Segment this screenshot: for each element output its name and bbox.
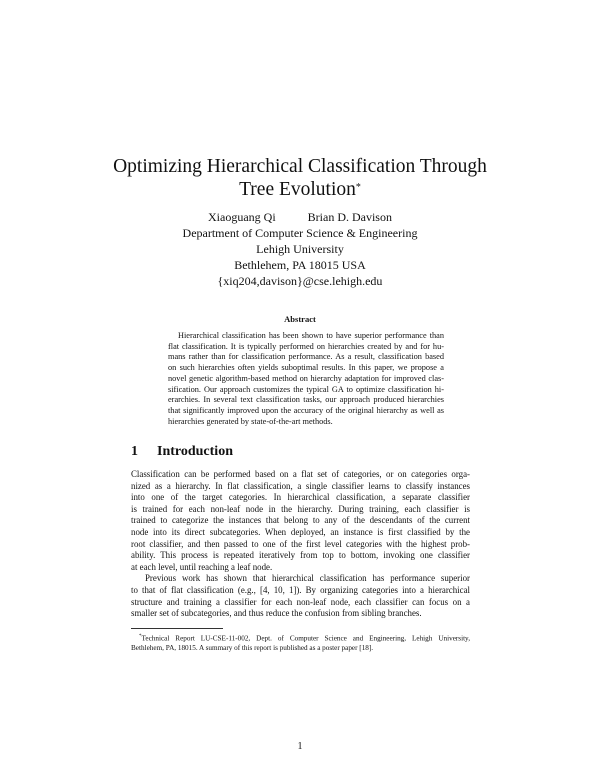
paragraph-line: Previous work has shown that hierarchical classification has performance superior xyxy=(145,573,470,584)
author-university: Lehigh University xyxy=(256,242,344,256)
footnote-line-text: Technical Report LU-CSE-11-002, Dept. of Computer Science and Engineering, Lehigh University, xyxy=(141,634,470,643)
abstract-line: sification. Our approach customizes the typical GA to optimize classification hi- xyxy=(168,384,444,394)
title-line-2 xyxy=(0,178,600,201)
paragraph-line: root classifier, and then passed to one of the first level categories with the highest prob- xyxy=(131,538,470,549)
section-number: 1 xyxy=(131,444,138,459)
author-email: {xiq204,davison}@cse.lehigh.edu xyxy=(217,274,383,288)
title-footnote-marker: * xyxy=(355,182,361,193)
paragraph-line: is trained for each non-leaf node in the hierarchy. During training, each classifier is xyxy=(131,503,470,514)
paragraph-line: structure and training a classifier for each non-leaf node, each classifier can focus on a xyxy=(131,596,470,607)
footnote xyxy=(131,632,470,653)
abstract-line: mans rather than for classification performance. As a result, classification based xyxy=(168,352,444,362)
paragraph-line: at each level, until reaching a leaf node. xyxy=(131,561,273,572)
abstract-line: that significantly improved upon the accuracy of the original hierarchy as well as xyxy=(168,405,444,415)
footnote-rule xyxy=(131,628,223,629)
paper-title xyxy=(0,155,600,201)
section-title: Introduction xyxy=(157,444,233,459)
paragraph-line: smaller set of subcategories, and thus reduce the confusion from sibling branches. xyxy=(131,608,422,619)
paragraph-line: trained to categorize the instances that belong to any of the descendants of the current xyxy=(131,515,470,526)
author-department: Department of Computer Science & Engineering xyxy=(182,226,418,240)
footnote-line xyxy=(131,632,470,644)
page-number: 1 xyxy=(297,741,303,752)
author-1: Xiaoguang Qi xyxy=(208,210,276,224)
paragraph-line: to that of flat classification (e.g., [4, 10, 1]). By organizing categories into a hierarchical xyxy=(131,584,470,595)
introduction-body xyxy=(131,469,470,620)
abstract-line: erarchies. In several text classification tasks, our approach produced hierarchies xyxy=(168,395,444,405)
author-2: Brian D. Davison xyxy=(307,210,392,224)
footnote-marker: * xyxy=(139,634,142,639)
abstract-line: novel genetic algorithm-based method on hierarchy adaptation for improved clas- xyxy=(168,373,444,383)
author-location: Bethlehem, PA 18015 USA xyxy=(234,258,366,272)
title-line-1: Optimizing Hierarchical Classification Through xyxy=(113,156,487,177)
abstract-body xyxy=(168,331,444,427)
section-heading-introduction xyxy=(131,444,233,460)
abstract-heading: Abstract xyxy=(284,314,316,324)
author-names xyxy=(0,209,600,225)
title-line-2-text: Tree Evolution xyxy=(239,179,356,200)
paragraph-line: nized as a hierarchy. In flat classification, a single classifier learns to classify instances xyxy=(131,480,470,491)
paragraph-line: Classification can be performed based on a flat set of categories, or on categories orga- xyxy=(131,469,470,479)
paragraph-line: into one of the target categories. In hierarchical classification, a separate classifier xyxy=(131,492,470,503)
paragraph-line: node into its direct subcategories. When deployed, an instance is first classified by the xyxy=(131,526,470,537)
abstract-line: hierarchies generated by state-of-the-art methods. xyxy=(168,416,333,426)
paragraph-line: ability. This process is repeated iteratively from top to bottom, invoking one classifier xyxy=(131,550,470,561)
footnote-line: Bethlehem, PA, 18015. A summary of this report is published as a poster paper [18]. xyxy=(131,643,374,652)
abstract-line: Hierarchical classification has been shown to have superior performance than xyxy=(178,331,444,340)
abstract-line: on such hierarchies often yields suboptimal results. In this paper, we propose a xyxy=(168,363,444,373)
abstract-line: flat classification. It is typically performed on hierarchies created by and for hu- xyxy=(168,341,444,351)
author-block xyxy=(0,209,600,289)
